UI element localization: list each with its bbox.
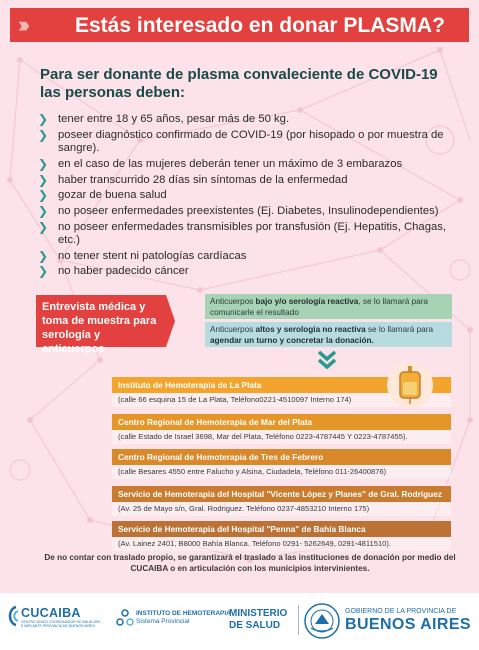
requirement-text: haber transcurrido 28 días sin síntomas de la enfermedad bbox=[58, 173, 348, 186]
institution-address: (Av. 25 de Mayo s/n, Gral. Rodriguez. Teléfono 0237-4853210 Interno 175) bbox=[112, 502, 451, 516]
institution-name: Servicio de Hemoterapia del Hospital "Vicente López y Planes" de Gral. Rodríguez bbox=[112, 486, 451, 502]
requirement-text: gozar de buena salud bbox=[58, 189, 167, 202]
requirement-item bbox=[38, 158, 458, 171]
instituto-hemoterapia-subtitle: Sistema Provincial bbox=[136, 618, 190, 625]
institution-name: Centro Regional de Hemoterapia de Tres de Febrero bbox=[112, 449, 451, 465]
requirement-item bbox=[38, 265, 458, 278]
triple-chevron-icon: ››› bbox=[18, 12, 25, 37]
nonreactive-middle: se lo llamará para bbox=[365, 325, 433, 334]
nonreactive-result-box bbox=[205, 322, 452, 347]
interview-arrow bbox=[166, 295, 175, 347]
institution-card bbox=[112, 486, 451, 516]
double-chevron-down-icon bbox=[316, 350, 338, 370]
requirement-text: en el caso de las mujeres deberán tener un máximo de 3 embarazos bbox=[58, 157, 403, 170]
reactive-bold: bajo y/o serología reactiva bbox=[255, 297, 359, 306]
provincia-seal-icon bbox=[303, 602, 341, 640]
logos-footer bbox=[0, 593, 479, 650]
instituto-hemoterapia-logo-icon bbox=[116, 607, 134, 629]
requirement-item bbox=[38, 221, 458, 248]
institution-address: (Av. Lainez 2401, B8000 Bahía Blanca. Teléfono 0291- 5262649, 0291-4811510). bbox=[112, 537, 451, 551]
page-title: Estás interesado en donar PLASMA? bbox=[75, 14, 445, 37]
requirement-item bbox=[38, 174, 458, 187]
interview-box bbox=[36, 295, 166, 355]
requirement-text: no tener stent ni patologías cardíacas bbox=[58, 249, 247, 262]
requirement-text: no poseer enfermedades transmisibles por transfusión (Ej. Hepatitis, Chagas, etc.) bbox=[58, 220, 447, 247]
reactive-prefix: Anticuerpos bbox=[210, 297, 256, 306]
institution-name: Centro Regional de Hemoterapia de Mar del Plata bbox=[112, 414, 451, 430]
institution-name: Instituto de Hemoterapia de La Plata bbox=[112, 377, 451, 393]
interview-text: Entrevista médica y toma de muestra para serología y anticuerpos bbox=[42, 301, 157, 355]
reactive-suffix: , se lo llamará para comunicarle el resultado bbox=[210, 297, 428, 317]
cucaiba-logo-icon bbox=[6, 605, 20, 627]
cucaiba-logo: CUCAIBA bbox=[21, 606, 81, 620]
blood-bag-icon bbox=[387, 362, 433, 408]
instituto-hemoterapia-title: INSTITUTO DE HEMOTERAPIA bbox=[136, 610, 231, 617]
requirement-item bbox=[38, 129, 458, 156]
header-banner bbox=[10, 8, 469, 42]
institution-card bbox=[112, 414, 451, 444]
chevron-bullet-icon: ❯ bbox=[38, 203, 49, 218]
requirements-list bbox=[38, 113, 458, 281]
requirement-text: poseer diagnóstico confirmado de COVID-19 (por hisopado o por muestra de sangre). bbox=[58, 128, 444, 155]
nonreactive-bold-1: altos y serología no reactiva bbox=[255, 325, 366, 334]
logos-divider bbox=[298, 605, 299, 635]
chevron-bullet-icon: ❯ bbox=[38, 248, 49, 263]
institution-card bbox=[112, 521, 451, 551]
gobierno-title: GOBIERNO DE LA PROVINCIA DE bbox=[345, 608, 457, 615]
institution-name: Servicio de Hemoterapia del Hospital "Penna" de Bahía Blanca bbox=[112, 521, 451, 537]
institution-address: (calle 66 esquina 15 de La Plata, Teléfono0221-4510097 Interno 174) bbox=[112, 393, 451, 407]
requirement-item bbox=[38, 205, 458, 218]
requirement-item bbox=[38, 113, 458, 126]
institution-address: (calle Besares 4550 entre Falucho y Alsina, Ciudadela, Teléfono 011-26400876) bbox=[112, 465, 451, 479]
requirements-intro: Para ser donante de plasma convaleciente de COVID-19 las personas deben: bbox=[40, 66, 438, 101]
transport-footnote: De no contar con traslado propio, se garantizará el traslado a las instituciones de donación por medio del CUCAIBA o en articulación con los municipios intervinientes. bbox=[44, 553, 456, 573]
requirement-text: no haber padecido cáncer bbox=[58, 265, 189, 278]
chevron-bullet-icon: ❯ bbox=[38, 188, 49, 203]
chevron-bullet-icon: ❯ bbox=[38, 127, 49, 142]
nonreactive-bold-2: agendar un turno y concretar la donación. bbox=[210, 336, 374, 345]
ministerio-title: MINISTERIO bbox=[229, 608, 288, 619]
chevron-bullet-icon: ❯ bbox=[38, 156, 49, 171]
requirement-text: tener entre 18 y 65 años, pesar más de 50 kg. bbox=[58, 113, 290, 125]
reactive-result-box bbox=[205, 294, 452, 319]
requirement-text: no poseer enfermedades preexistentes (Ej. Diabetes, Insulinodependientes) bbox=[58, 204, 439, 217]
institution-address: (calle Estado de Israel 3698, Mar del Plata, Teléfono 0223-4787445 Y 0223-4787455). bbox=[112, 430, 451, 444]
cucaiba-subtitle: CENTRO ÚNICO COORDINADOR DE ABLACIÓN E IMPLANTE PROVINCIA DE BUENOS AIRES bbox=[21, 620, 100, 628]
nonreactive-prefix: Anticuerpos bbox=[210, 325, 256, 334]
buenos-aires-title: BUENOS AIRES bbox=[345, 616, 472, 633]
institution-card bbox=[112, 449, 451, 479]
ministerio-subtitle: DE SALUD bbox=[229, 620, 281, 631]
requirement-item bbox=[38, 189, 458, 202]
requirement-item bbox=[38, 250, 458, 263]
chevron-bullet-icon: ❯ bbox=[38, 219, 49, 234]
chevron-bullet-icon: ❯ bbox=[38, 172, 49, 187]
chevron-bullet-icon: ❯ bbox=[38, 112, 49, 126]
chevron-bullet-icon: ❯ bbox=[38, 264, 49, 279]
